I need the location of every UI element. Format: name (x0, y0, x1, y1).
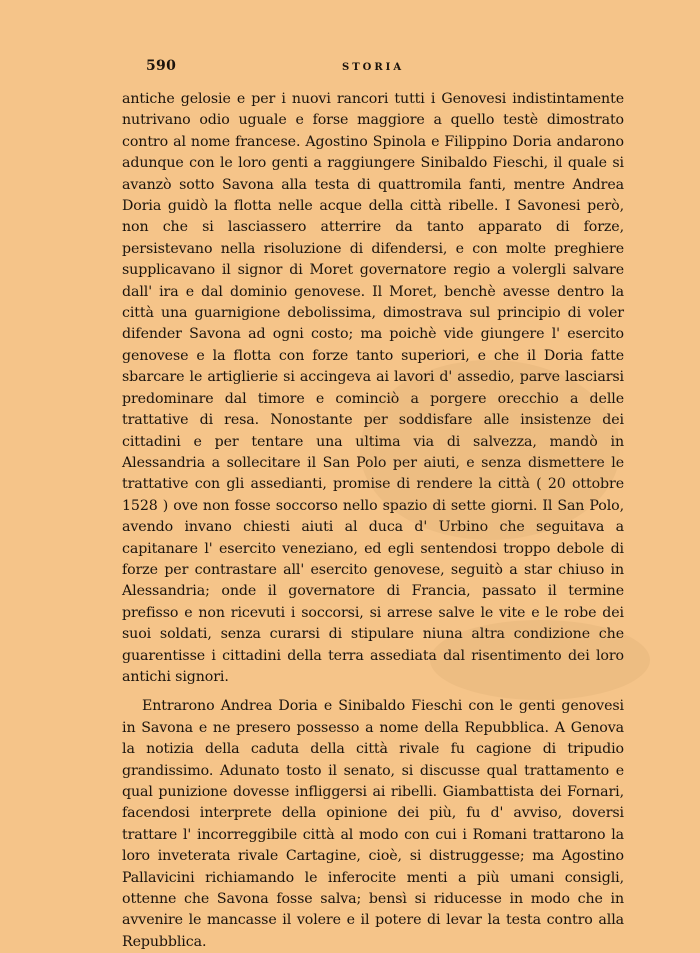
body-text (122, 89, 624, 953)
page-number: 590 (146, 58, 177, 74)
paragraph-1: antiche gelosie e per i nuovi rancori tutti i Genovesi indistintamente nutrivano odio uguale e forse maggiore a quello testè dimostrato contro al nome francese. Agostino Spinola e Filippino Doria andarono adunque con le loro genti a raggiungere Sinibaldo Fieschi, il quale si avanzò sotto Savona alla testa di quattromila fanti, mentre Andrea Doria guidò la flotta nelle acque della città ribelle. I Savonesi però, non che si lasciassero atterrire da tanto apparato di forze, persistevano nella risoluzione di difendersi, e con molte preghiere supplicavano il signor di Moret governatore regio a volergli salvare dall' ira e dal dominio genovese. Il Moret, benchè avesse dentro la città una guarnigione debolissima, dimostrava sul principio di voler difender Savona ad ogni costo; ma poichè vide giungere l' esercito genovese e la flotta con forze tanto superiori, e che il Doria fatte sbarcare le artiglierie si accingeva ai lavori d' assedio, parve lasciarsi predominare dal timore e cominciò a porgere orecchio a delle trattative di resa. Nonostante per soddisfare alle insistenze dei cittadini e per tentare una ultima via di salvezza, mandò in Alessandria a sollecitare il San Polo per aiuti, e senza dismettere le trattative con gli assedianti, promise di rendere la città ( 20 ottobre 1528 ) ove non fosse soccorso nello spazio di sette giorni. Il San Polo, avendo invano chiesti aiuti al duca d' Urbino che seguitava a capitanare l' esercito veneziano, ed egli sentendosi troppo debole di forze per contrastare all' esercito genovese, seguitò a star chiuso in Alessandria; onde il governatore di Francia, passato il termine prefisso e non ricevuti i soccorsi, si arrese salve le vite e le robe dei suoi soldati, senza curarsi di stipulare niuna altra condizione che guarentisse i cittadini della terra assediata dal risentimento dei loro antichi signori. (122, 91, 624, 685)
running-head (122, 58, 624, 82)
paragraph-2: Entrarono Andrea Doria e Sinibaldo Fieschi con le genti genovesi in Savona e ne presero possesso a nome della Repubblica. A Genova la notizia della caduta della città rivale fu cagione di tripudio grandissimo. Adunato tosto il senato, si discusse qual trattamento e qual punizione dovesse infliggersi ai ribelli. Giambattista dei Fornari, facendosi interprete della opinione dei più, fu d' avviso, doversi trattare l' incorreggibile città al modo con cui i Romani trattarono la loro inveterata rivale Cartagine, cioè, si distruggesse; ma Agostino Pallavicini richiamando le inferocite menti a più umani consigli, ottenne che Savona fosse salva; bensì si riducesse in modo che in avvenire le mancasse il volere e il potere di levar la testa contro alla Repubblica. (122, 698, 624, 950)
book-page (122, 58, 624, 953)
running-title: STORIA (342, 62, 405, 73)
